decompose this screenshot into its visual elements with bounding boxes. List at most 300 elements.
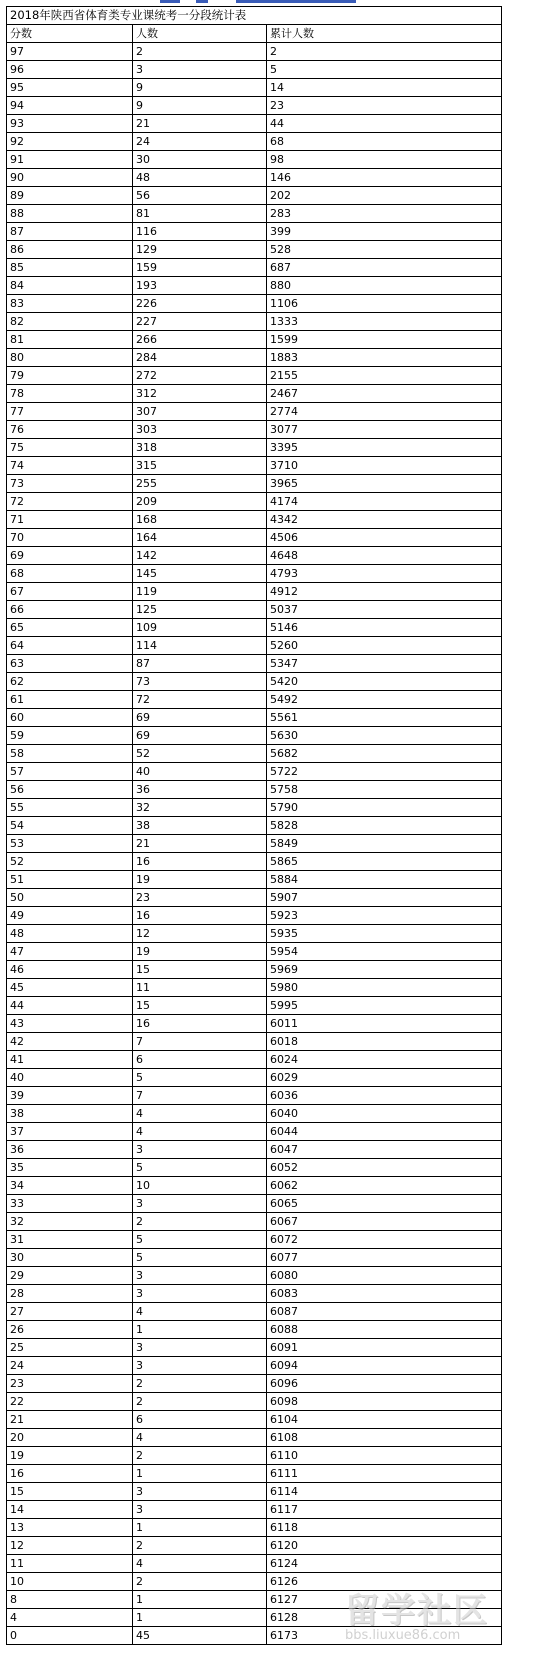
table-row (7, 1123, 502, 1141)
table-row (7, 979, 502, 997)
cell-count: 69 (133, 727, 267, 745)
table-row (7, 1303, 502, 1321)
table-row (7, 565, 502, 583)
table-row (7, 907, 502, 925)
table-title: 2018年陕西省体育类专业课统考一分段统计表 (7, 7, 502, 25)
cell-score: 15 (7, 1483, 133, 1501)
cell-cumulative: 98 (267, 151, 502, 169)
cell-count: 81 (133, 205, 267, 223)
cell-cumulative: 5849 (267, 835, 502, 853)
score-distribution-table (6, 6, 502, 1645)
table-row (7, 367, 502, 385)
table-row (7, 223, 502, 241)
cell-cumulative: 6083 (267, 1285, 502, 1303)
cell-count: 69 (133, 709, 267, 727)
cell-cumulative: 6065 (267, 1195, 502, 1213)
table-row (7, 1609, 502, 1627)
cell-count: 24 (133, 133, 267, 151)
cell-cumulative: 5923 (267, 907, 502, 925)
table-row (7, 1519, 502, 1537)
cell-cumulative: 6052 (267, 1159, 502, 1177)
table-row (7, 817, 502, 835)
cell-count: 5 (133, 1159, 267, 1177)
cell-score: 61 (7, 691, 133, 709)
cell-count: 272 (133, 367, 267, 385)
cell-cumulative: 6044 (267, 1123, 502, 1141)
cell-count: 9 (133, 97, 267, 115)
cell-score: 88 (7, 205, 133, 223)
cell-cumulative: 4793 (267, 565, 502, 583)
table-row (7, 1159, 502, 1177)
cell-cumulative: 5790 (267, 799, 502, 817)
cell-cumulative: 6114 (267, 1483, 502, 1501)
cell-cumulative: 5492 (267, 691, 502, 709)
cell-count: 2 (133, 1447, 267, 1465)
cell-count: 303 (133, 421, 267, 439)
cell-score: 85 (7, 259, 133, 277)
cell-count: 3 (133, 1357, 267, 1375)
cell-count: 48 (133, 169, 267, 187)
cell-cumulative: 3077 (267, 421, 502, 439)
table-row (7, 619, 502, 637)
cell-count: 116 (133, 223, 267, 241)
cell-count: 227 (133, 313, 267, 331)
table-row (7, 1105, 502, 1123)
cell-score: 41 (7, 1051, 133, 1069)
table-row (7, 259, 502, 277)
cell-score: 49 (7, 907, 133, 925)
cell-cumulative: 528 (267, 241, 502, 259)
cell-score: 86 (7, 241, 133, 259)
cell-score: 57 (7, 763, 133, 781)
cell-score: 92 (7, 133, 133, 151)
cell-count: 318 (133, 439, 267, 457)
cell-score: 73 (7, 475, 133, 493)
cell-cumulative: 6120 (267, 1537, 502, 1555)
table-row (7, 1213, 502, 1231)
table-row (7, 637, 502, 655)
cell-score: 35 (7, 1159, 133, 1177)
cell-cumulative: 5884 (267, 871, 502, 889)
table-row (7, 439, 502, 457)
cell-score: 29 (7, 1267, 133, 1285)
cell-score: 19 (7, 1447, 133, 1465)
table-row (7, 853, 502, 871)
cell-count: 72 (133, 691, 267, 709)
cell-cumulative: 3395 (267, 439, 502, 457)
cell-cumulative: 23 (267, 97, 502, 115)
cell-count: 266 (133, 331, 267, 349)
cell-cumulative: 6047 (267, 1141, 502, 1159)
cell-cumulative: 5561 (267, 709, 502, 727)
cell-cumulative: 6118 (267, 1519, 502, 1537)
cell-count: 2 (133, 1537, 267, 1555)
cell-count: 3 (133, 1141, 267, 1159)
cell-score: 51 (7, 871, 133, 889)
table-row (7, 385, 502, 403)
table-row (7, 61, 502, 79)
table-row (7, 97, 502, 115)
table-row (7, 1051, 502, 1069)
table-row (7, 1231, 502, 1249)
cell-count: 3 (133, 61, 267, 79)
cell-score: 83 (7, 295, 133, 313)
table-row (7, 1555, 502, 1573)
table-row (7, 403, 502, 421)
cell-score: 67 (7, 583, 133, 601)
watermark-text: 留学社区 (345, 1591, 489, 1631)
cell-score: 40 (7, 1069, 133, 1087)
table-row (7, 493, 502, 511)
cell-score: 37 (7, 1123, 133, 1141)
table-row (7, 799, 502, 817)
table-row (7, 763, 502, 781)
cell-cumulative: 283 (267, 205, 502, 223)
cell-score: 71 (7, 511, 133, 529)
cell-count: 36 (133, 781, 267, 799)
header-cumulative: 累计人数 (267, 25, 502, 43)
table-row (7, 871, 502, 889)
cell-count: 4 (133, 1429, 267, 1447)
cell-score: 11 (7, 1555, 133, 1573)
cell-cumulative: 5260 (267, 637, 502, 655)
cell-cumulative: 6126 (267, 1573, 502, 1591)
cell-score: 28 (7, 1285, 133, 1303)
cell-cumulative: 6011 (267, 1015, 502, 1033)
table-row (7, 1015, 502, 1033)
cell-score: 46 (7, 961, 133, 979)
cell-score: 24 (7, 1357, 133, 1375)
table-row (7, 943, 502, 961)
cell-count: 1 (133, 1321, 267, 1339)
table-row (7, 709, 502, 727)
cell-count: 168 (133, 511, 267, 529)
cell-cumulative: 6036 (267, 1087, 502, 1105)
cell-cumulative: 6098 (267, 1393, 502, 1411)
cell-score: 91 (7, 151, 133, 169)
cell-score: 94 (7, 97, 133, 115)
cell-count: 6 (133, 1051, 267, 1069)
cell-score: 44 (7, 997, 133, 1015)
table-row (7, 673, 502, 691)
cell-score: 89 (7, 187, 133, 205)
table-row (7, 115, 502, 133)
cell-cumulative: 5907 (267, 889, 502, 907)
watermark-url: bbs.liuxue86.com (345, 1628, 461, 1643)
cell-count: 2 (133, 1393, 267, 1411)
cell-count: 9 (133, 79, 267, 97)
table-row (7, 151, 502, 169)
cell-count: 87 (133, 655, 267, 673)
cell-cumulative: 2 (267, 43, 502, 61)
cell-score: 69 (7, 547, 133, 565)
cell-cumulative: 6104 (267, 1411, 502, 1429)
cell-cumulative: 2774 (267, 403, 502, 421)
cell-score: 75 (7, 439, 133, 457)
cell-count: 1 (133, 1591, 267, 1609)
cell-cumulative: 1883 (267, 349, 502, 367)
table-body (7, 7, 502, 1645)
cell-count: 159 (133, 259, 267, 277)
cell-count: 145 (133, 565, 267, 583)
cell-cumulative: 6080 (267, 1267, 502, 1285)
table-row (7, 457, 502, 475)
table-row (7, 421, 502, 439)
cell-count: 4 (133, 1105, 267, 1123)
cell-score: 48 (7, 925, 133, 943)
cell-cumulative: 6087 (267, 1303, 502, 1321)
table-row (7, 1177, 502, 1195)
cell-score: 50 (7, 889, 133, 907)
cell-cumulative: 1333 (267, 313, 502, 331)
table-row (7, 1141, 502, 1159)
cell-count: 32 (133, 799, 267, 817)
cell-score: 68 (7, 565, 133, 583)
cell-count: 6 (133, 1411, 267, 1429)
table-row (7, 781, 502, 799)
cell-cumulative: 1106 (267, 295, 502, 313)
cell-count: 23 (133, 889, 267, 907)
cell-cumulative: 6124 (267, 1555, 502, 1573)
cell-score: 97 (7, 43, 133, 61)
cell-count: 3 (133, 1339, 267, 1357)
cell-count: 284 (133, 349, 267, 367)
cell-cumulative: 3965 (267, 475, 502, 493)
cell-score: 20 (7, 1429, 133, 1447)
cell-count: 38 (133, 817, 267, 835)
cell-cumulative: 1599 (267, 331, 502, 349)
cell-cumulative: 880 (267, 277, 502, 295)
cell-score: 31 (7, 1231, 133, 1249)
cell-count: 119 (133, 583, 267, 601)
cell-count: 21 (133, 835, 267, 853)
cell-count: 4 (133, 1123, 267, 1141)
cell-cumulative: 2467 (267, 385, 502, 403)
cell-count: 15 (133, 961, 267, 979)
cell-cumulative: 14 (267, 79, 502, 97)
cell-score: 60 (7, 709, 133, 727)
cell-score: 27 (7, 1303, 133, 1321)
cell-score: 12 (7, 1537, 133, 1555)
cell-score: 70 (7, 529, 133, 547)
cell-cumulative: 5037 (267, 601, 502, 619)
cell-cumulative: 5682 (267, 745, 502, 763)
cell-count: 3 (133, 1285, 267, 1303)
cell-count: 3 (133, 1483, 267, 1501)
cell-count: 193 (133, 277, 267, 295)
cell-count: 45 (133, 1627, 267, 1645)
cell-count: 3 (133, 1501, 267, 1519)
cell-count: 73 (133, 673, 267, 691)
cell-score: 16 (7, 1465, 133, 1483)
cell-cumulative: 6040 (267, 1105, 502, 1123)
table-row (7, 79, 502, 97)
cell-count: 15 (133, 997, 267, 1015)
cell-score: 26 (7, 1321, 133, 1339)
cell-score: 36 (7, 1141, 133, 1159)
cell-count: 3 (133, 1267, 267, 1285)
cell-score: 65 (7, 619, 133, 637)
cell-score: 78 (7, 385, 133, 403)
table-row (7, 475, 502, 493)
cell-score: 10 (7, 1573, 133, 1591)
table-row (7, 1501, 502, 1519)
cell-cumulative: 5969 (267, 961, 502, 979)
cell-cumulative: 5935 (267, 925, 502, 943)
table-row (7, 295, 502, 313)
cell-count: 226 (133, 295, 267, 313)
cell-score: 76 (7, 421, 133, 439)
cell-score: 82 (7, 313, 133, 331)
cell-score: 34 (7, 1177, 133, 1195)
table-row (7, 277, 502, 295)
cell-score: 55 (7, 799, 133, 817)
header-score: 分数 (7, 25, 133, 43)
cell-count: 16 (133, 907, 267, 925)
cell-count: 3 (133, 1195, 267, 1213)
cell-score: 77 (7, 403, 133, 421)
cell-cumulative: 6072 (267, 1231, 502, 1249)
cell-cumulative: 5347 (267, 655, 502, 673)
table-row (7, 133, 502, 151)
table-row (7, 529, 502, 547)
table-row (7, 1339, 502, 1357)
cell-score: 62 (7, 673, 133, 691)
cell-count: 1 (133, 1465, 267, 1483)
cell-cumulative: 202 (267, 187, 502, 205)
cell-cumulative: 6096 (267, 1375, 502, 1393)
table-row (7, 1375, 502, 1393)
cell-cumulative: 6024 (267, 1051, 502, 1069)
cell-cumulative: 4648 (267, 547, 502, 565)
table-row (7, 961, 502, 979)
cell-score: 64 (7, 637, 133, 655)
cell-cumulative: 3710 (267, 457, 502, 475)
cell-score: 39 (7, 1087, 133, 1105)
cell-cumulative: 5 (267, 61, 502, 79)
cell-cumulative: 6067 (267, 1213, 502, 1231)
cell-cumulative: 4342 (267, 511, 502, 529)
cell-count: 209 (133, 493, 267, 511)
table-row (7, 889, 502, 907)
cell-score: 66 (7, 601, 133, 619)
table-row (7, 1357, 502, 1375)
cell-score: 93 (7, 115, 133, 133)
cell-cumulative: 6029 (267, 1069, 502, 1087)
cell-score: 96 (7, 61, 133, 79)
cell-cumulative: 146 (267, 169, 502, 187)
table-row (7, 313, 502, 331)
cell-score: 13 (7, 1519, 133, 1537)
table-row (7, 1483, 502, 1501)
cell-count: 52 (133, 745, 267, 763)
cell-count: 7 (133, 1087, 267, 1105)
cell-count: 5 (133, 1069, 267, 1087)
cell-count: 4 (133, 1555, 267, 1573)
table-row (7, 1267, 502, 1285)
cell-count: 1 (133, 1609, 267, 1627)
cell-score: 72 (7, 493, 133, 511)
table-title-row (7, 7, 502, 25)
cell-count: 7 (133, 1033, 267, 1051)
cell-cumulative: 5954 (267, 943, 502, 961)
cell-cumulative: 2155 (267, 367, 502, 385)
table-row (7, 1321, 502, 1339)
cell-count: 2 (133, 1375, 267, 1393)
cell-count: 21 (133, 115, 267, 133)
cell-count: 16 (133, 853, 267, 871)
table-row (7, 511, 502, 529)
cell-score: 54 (7, 817, 133, 835)
cell-score: 21 (7, 1411, 133, 1429)
cell-count: 114 (133, 637, 267, 655)
header-count: 人数 (133, 25, 267, 43)
cell-score: 79 (7, 367, 133, 385)
cell-count: 5 (133, 1249, 267, 1267)
cell-cumulative: 5980 (267, 979, 502, 997)
table-row (7, 997, 502, 1015)
cell-cumulative: 5146 (267, 619, 502, 637)
cell-count: 56 (133, 187, 267, 205)
cell-score: 53 (7, 835, 133, 853)
cell-count: 10 (133, 1177, 267, 1195)
cell-score: 74 (7, 457, 133, 475)
table-row (7, 1537, 502, 1555)
cell-score: 43 (7, 1015, 133, 1033)
cell-cumulative: 687 (267, 259, 502, 277)
cell-count: 315 (133, 457, 267, 475)
cell-score: 0 (7, 1627, 133, 1645)
table-row (7, 241, 502, 259)
cell-score: 63 (7, 655, 133, 673)
table-row (7, 169, 502, 187)
cell-count: 19 (133, 871, 267, 889)
cell-cumulative: 5630 (267, 727, 502, 745)
cell-count: 40 (133, 763, 267, 781)
table-row (7, 1249, 502, 1267)
table-header-row (7, 25, 502, 43)
cell-cumulative: 6128 (267, 1609, 502, 1627)
cell-cumulative: 5722 (267, 763, 502, 781)
cell-count: 1 (133, 1519, 267, 1537)
cell-score: 45 (7, 979, 133, 997)
table-row (7, 745, 502, 763)
table-row (7, 1591, 502, 1609)
table-row (7, 601, 502, 619)
cell-cumulative: 4912 (267, 583, 502, 601)
cell-cumulative: 4506 (267, 529, 502, 547)
cell-count: 19 (133, 943, 267, 961)
cell-cumulative: 6110 (267, 1447, 502, 1465)
table-row (7, 349, 502, 367)
cell-count: 2 (133, 43, 267, 61)
cell-cumulative: 44 (267, 115, 502, 133)
cell-cumulative: 6173 (267, 1627, 502, 1645)
cell-score: 95 (7, 79, 133, 97)
cell-cumulative: 6127 (267, 1591, 502, 1609)
table-row (7, 547, 502, 565)
table-row (7, 1087, 502, 1105)
cell-score: 8 (7, 1591, 133, 1609)
table-row (7, 583, 502, 601)
cell-cumulative: 5995 (267, 997, 502, 1015)
cell-count: 2 (133, 1573, 267, 1591)
table-row (7, 1411, 502, 1429)
cell-score: 56 (7, 781, 133, 799)
cell-count: 5 (133, 1231, 267, 1249)
cell-count: 125 (133, 601, 267, 619)
cell-count: 30 (133, 151, 267, 169)
